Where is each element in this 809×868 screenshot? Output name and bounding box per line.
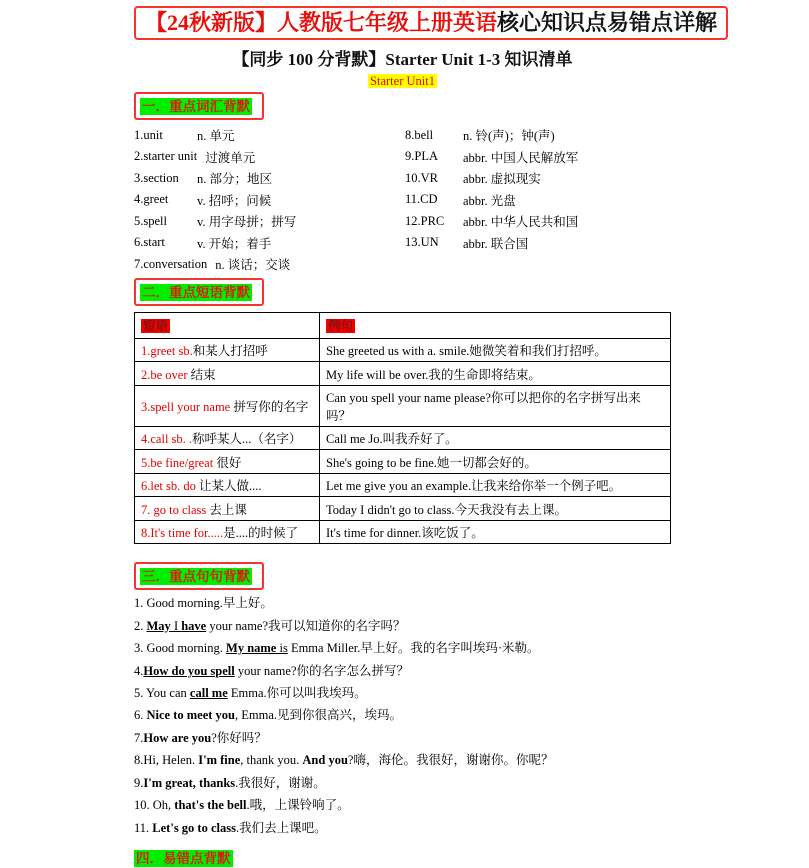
section-1 <box>134 89 671 275</box>
table-row <box>135 362 671 386</box>
sentence: 11. Let's go to class.我们去上课吧。 <box>134 820 327 835</box>
vocab-item <box>134 232 405 254</box>
example-cell: Today I didn't go to class.今天我没有去上课。 <box>320 497 671 521</box>
section-2-heading: 二．重点短语背默 <box>142 284 250 300</box>
document-title-box <box>134 6 728 40</box>
vocab-item <box>134 146 405 168</box>
phrase-header-label: 短语 <box>143 319 169 334</box>
vocab-item <box>405 124 671 146</box>
phrase-cell: 7. go to class 去上课 <box>135 497 320 521</box>
vocab-word: 5.spell <box>134 213 167 228</box>
section-3-heading: 三．重点句句背默 <box>142 569 250 585</box>
phrase-table-body <box>135 338 671 544</box>
example-cell: Can you spell your name please?你可以把你的名字拼写出来吗？ <box>320 385 671 426</box>
vocab-word: 11.CD <box>405 192 438 207</box>
vocab-definition: abbr. 光盘 <box>463 193 516 208</box>
phrase-english: 8.It's time for..... <box>141 526 224 541</box>
phrase-table-header-row <box>135 312 671 338</box>
section-4 <box>134 844 671 868</box>
section-4-heading: 四．易错点背默 <box>136 851 231 867</box>
vocab-definition: abbr. 联合国 <box>463 236 529 251</box>
example-cell: Call me Jo.叫我乔好了。 <box>320 426 671 450</box>
vocab-item <box>405 232 671 254</box>
document-subtitle: 【同步 100 分背默】Starter Unit 1-3 知识清单 <box>232 50 573 70</box>
sentence: 9.I'm great, thanks.我很好，谢谢。 <box>134 775 326 790</box>
vocab-definition: n. 铃(声)；钟(声) <box>463 129 555 144</box>
table-row <box>135 473 671 497</box>
phrase-table <box>134 312 671 545</box>
phrase-cell: 4.call sb. .称呼某人...（名字） <box>135 426 320 450</box>
sentence: 3. Good morning. My name is Emma Miller.早上好。我的名字叫埃玛·米勒。 <box>134 641 540 656</box>
vocab-col-left <box>134 124 405 275</box>
table-row <box>135 520 671 544</box>
sentence: 5. You can call me Emma.你可以叫我埃玛。 <box>134 686 367 701</box>
phrase-table-header-example-cell <box>320 312 671 338</box>
vocab-word: 8.bell <box>405 127 434 142</box>
phrase-english: 1.greet sb. <box>141 344 193 359</box>
phrase-english: 7. go to class <box>141 502 207 517</box>
phrase-english: 6.let sb. do <box>141 479 196 494</box>
section-4-heading-box <box>134 847 233 868</box>
vocab-item <box>134 210 405 232</box>
vocab-word: 9.PLA <box>405 149 438 164</box>
phrase-cell: 3.spell your name 拼写你的名字 <box>135 385 320 426</box>
vocab-definition: n. 部分；地区 <box>197 172 273 187</box>
vocab-definition: n. 单元 <box>197 129 235 144</box>
vocab-definition: 过渡单元 <box>205 150 256 165</box>
example-cell: It's time for dinner.该吃饭了。 <box>320 520 671 544</box>
table-row <box>135 338 671 362</box>
title-black-part: 核心知识点易错点详解 <box>497 10 718 35</box>
phrase-cell: 8.It's time for.....是....的时候了 <box>135 520 320 544</box>
title-red-part: 【24秋新版】人教版七年级上册英语 <box>145 10 498 35</box>
vocab-word: 2.starter unit <box>134 149 198 164</box>
vocab-definition: abbr. 虚拟现实 <box>463 172 541 187</box>
example-cell: She greeted us with a. smile.她微笑着和我们打招呼。 <box>320 338 671 362</box>
section-2 <box>134 275 671 545</box>
vocab-definition: n. 谈话；交谈 <box>215 258 291 273</box>
vocab-word: 6.start <box>134 235 165 250</box>
table-row <box>135 385 671 426</box>
sentence: 1. Good morning.早上好。 <box>134 596 273 611</box>
phrase-cell: 1.greet sb.和某人打招呼 <box>135 338 320 362</box>
example-header-label: 例句 <box>328 319 354 334</box>
vocab-definition: v. 开始；着手 <box>197 236 272 251</box>
vocab-definition: v. 用字母拼；拼写 <box>197 215 297 230</box>
example-cell: My life will be over.我的生命即将结束。 <box>320 362 671 386</box>
vocab-item <box>405 210 671 232</box>
vocab-col-right <box>405 124 671 275</box>
vocab-word: 12.PRC <box>405 213 445 228</box>
vocab-item <box>405 189 671 211</box>
phrase-english: 5.be fine/great <box>141 455 214 470</box>
vocab-definition: abbr. 中国人民解放军 <box>463 150 579 165</box>
vocab-item <box>134 253 405 275</box>
phrase-cell: 6.let sb. do 让某人做.... <box>135 473 320 497</box>
sentence: 2. May I have your name?我可以知道你的名字吗？ <box>134 618 406 633</box>
phrase-cell: 2.be over 结束 <box>135 362 320 386</box>
phrase-english: 2.be over <box>141 367 188 382</box>
section-3-heading-box <box>134 562 264 590</box>
vocab-word: 4.greet <box>134 192 169 207</box>
vocab-definition: abbr. 中华人民共和国 <box>463 215 579 230</box>
vocab-item <box>134 124 405 146</box>
example-cell: She's going to be fine.她一切都会好的。 <box>320 450 671 474</box>
phrase-table-header-phrase-cell <box>135 312 320 338</box>
example-cell: Let me give you an example.让我来给你举一个例子吧。 <box>320 473 671 497</box>
section-1-heading-box <box>134 92 264 120</box>
section-3 <box>134 559 671 835</box>
vocab-item <box>405 146 671 168</box>
vocab-word: 1.unit <box>134 127 163 142</box>
phrase-english: 3.spell your name <box>141 399 231 414</box>
vocab-word: 10.VR <box>405 170 438 185</box>
vocab-definition: v. 招呼；问候 <box>197 193 272 208</box>
vocab-item <box>134 167 405 189</box>
sentence: 6. Nice to meet you, Emma.见到你很高兴，埃玛。 <box>134 708 403 723</box>
phrase-table-head <box>135 312 671 338</box>
unit-badge-row <box>134 74 671 89</box>
sentence: 7.How are you?你好吗？ <box>134 730 267 745</box>
vocab-word: 13.UN <box>405 235 439 250</box>
table-row <box>135 426 671 450</box>
table-row <box>135 450 671 474</box>
section-2-heading-box <box>134 278 264 306</box>
sentence: 8.Hi, Helen. I'm fine, thank you. And you?嗨，海伦。我很好，谢谢你。你呢？ <box>134 753 554 768</box>
phrase-cell: 5.be fine/great 很好 <box>135 450 320 474</box>
vocab-word: 3.section <box>134 170 179 185</box>
vocab-item <box>134 189 405 211</box>
section-1-heading: 一．重点词汇背默 <box>142 99 250 115</box>
phrase-english: 4.call sb. . <box>141 432 193 447</box>
table-row <box>135 497 671 521</box>
sentence-list <box>134 597 671 835</box>
vocab-item <box>405 167 671 189</box>
unit-badge: Starter Unit1 <box>370 74 435 89</box>
sentence: 4.How do you spell your name?你的名字怎么拼写？ <box>134 663 409 678</box>
vocab-list <box>134 124 671 275</box>
sentence: 10. Oh, that's the bell.哦，上课铃响了。 <box>134 798 350 813</box>
vocab-word: 7.conversation <box>134 256 208 271</box>
